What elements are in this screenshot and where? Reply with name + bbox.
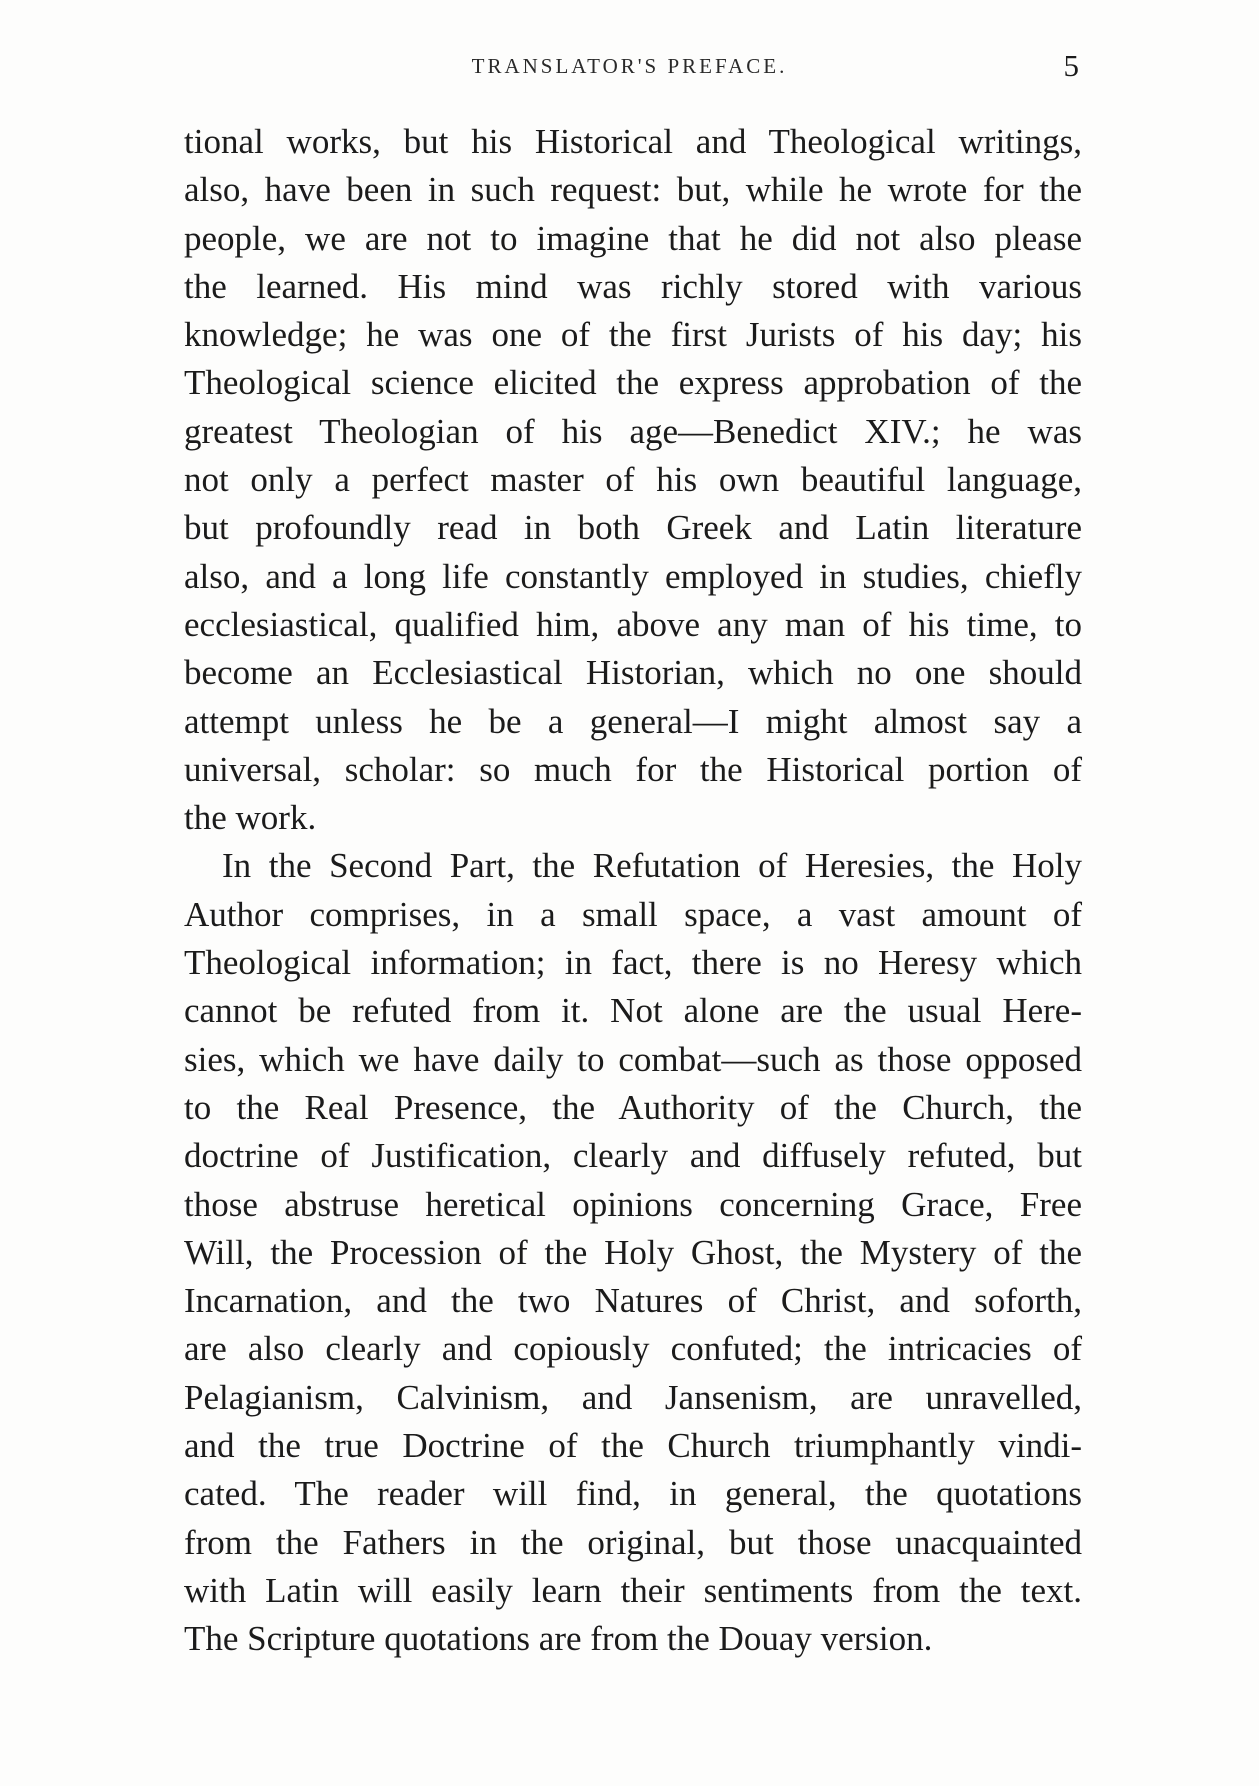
- text-line: those abstruse heretical opinions concerning Grace, Free: [184, 1184, 1082, 1224]
- text-line: Author comprises, in a small space, a vast amount of: [184, 894, 1082, 934]
- running-head: [0, 48, 1259, 88]
- text-line: Theological science elicited the express approbation of the: [184, 363, 1082, 403]
- text-line: universal, scholar: so much for the Historical portion of: [184, 749, 1082, 789]
- text-line: In the Second Part, the Refutation of Heresies, the Holy: [222, 846, 1082, 886]
- text-line: to the Real Presence, the Authority of the Church, the: [184, 1087, 1082, 1127]
- text-line: sies, which we have daily to combat—such as those opposed: [184, 1039, 1082, 1079]
- text-line: Will, the Procession of the Holy Ghost, the Mystery of the: [184, 1232, 1082, 1272]
- text-line: doctrine of Justification, clearly and diffusely refuted, but: [184, 1136, 1082, 1176]
- text-line: from the Fathers in the original, but those unacquainted: [184, 1522, 1082, 1562]
- text-line: greatest Theologian of his age—Benedict XIV.; he was: [184, 411, 1082, 451]
- text-line: the learned. His mind was richly stored with various: [184, 266, 1082, 306]
- text-line: people, we are not to imagine that he did not also please: [184, 218, 1082, 258]
- running-title: TRANSLATOR'S PREFACE.: [471, 54, 788, 78]
- paragraph-2: [184, 842, 1082, 1663]
- text-line: tional works, but his Historical and Theological writings,: [184, 122, 1082, 161]
- text-line: knowledge; he was one of the first Jurists of his day; his: [184, 315, 1082, 355]
- text-line: not only a perfect master of his own beautiful language,: [184, 460, 1082, 500]
- text-line: also, and a long life constantly employed in studies, chiefly: [184, 556, 1082, 596]
- text-line: the work.: [184, 798, 317, 838]
- text-line: cannot be refuted from it. Not alone are the usual Here-: [184, 991, 1082, 1031]
- body-text: [184, 118, 1082, 1664]
- text-line: Pelagianism, Calvinism, and Jansenism, are unravelled,: [184, 1377, 1082, 1417]
- page-number: 5: [1063, 48, 1079, 83]
- text-line: Theological information; in fact, there is no Heresy which: [184, 943, 1082, 983]
- text-line: become an Ecclesiastical Historian, which no one should: [184, 653, 1082, 693]
- text-line: but profoundly read in both Greek and Latin literature: [184, 508, 1082, 548]
- text-line: Incarnation, and the two Natures of Christ, and soforth,: [184, 1281, 1082, 1321]
- paragraph-1: [184, 118, 1082, 842]
- text-line: with Latin will easily learn their sentiments from the text.: [184, 1570, 1082, 1610]
- text-line: attempt unless he be a general—I might almost say a: [184, 701, 1082, 741]
- text-line: cated. The reader will find, in general, the quotations: [184, 1474, 1082, 1514]
- text-line: The Scripture quotations are from the Douay version.: [184, 1619, 933, 1659]
- text-line: and the true Doctrine of the Church triumphantly vindi-: [184, 1426, 1082, 1466]
- text-line: ecclesiastical, qualified him, above any man of his time, to: [184, 604, 1082, 644]
- text-line: also, have been in such request: but, while he wrote for the: [184, 170, 1082, 210]
- text-line: are also clearly and copiously confuted; the intricacies of: [184, 1329, 1082, 1369]
